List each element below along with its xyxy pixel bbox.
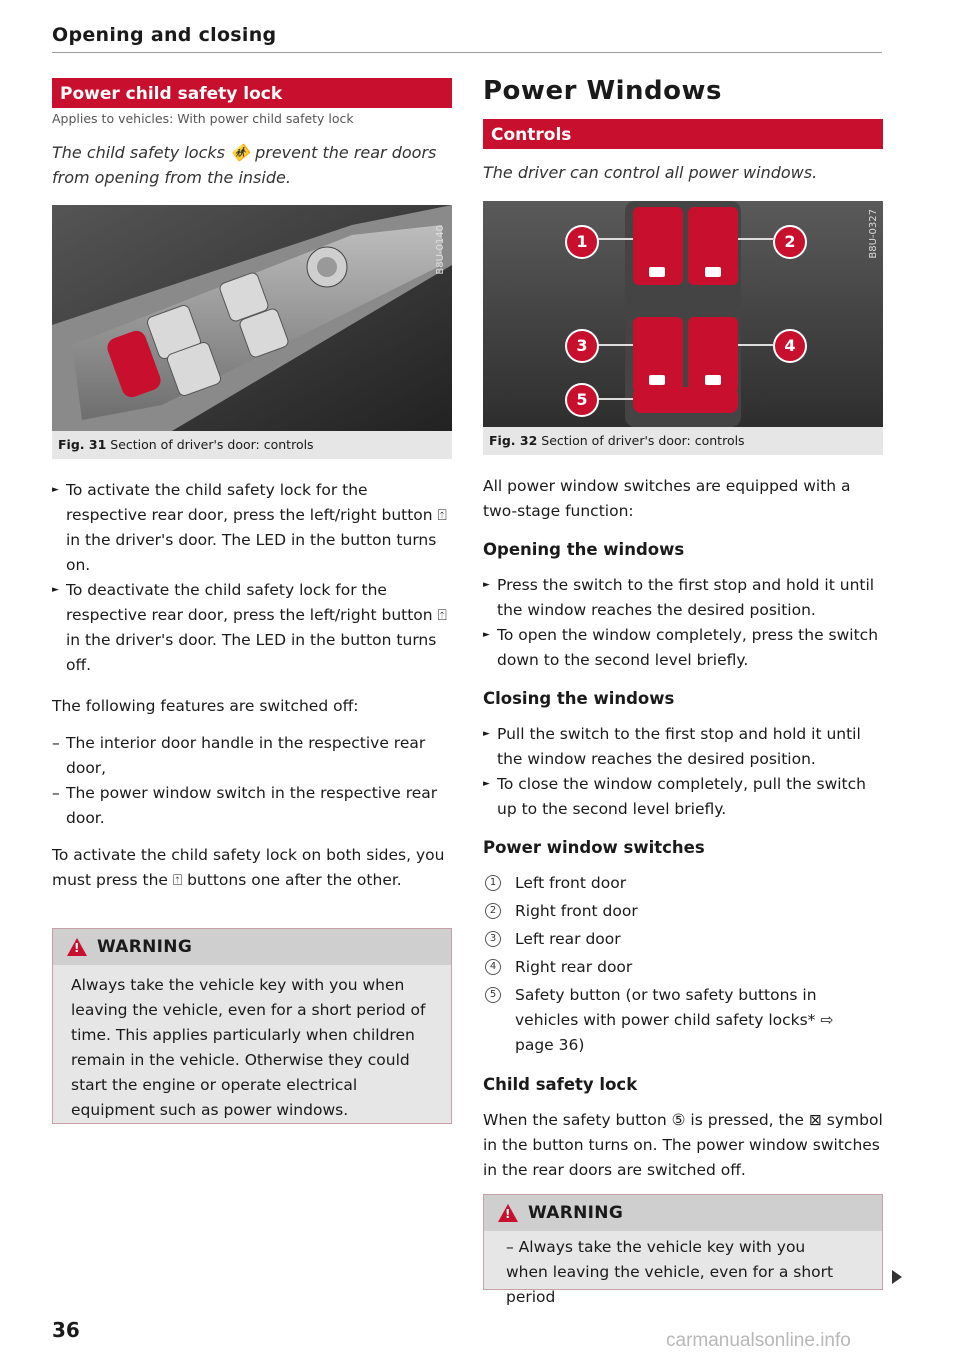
warning-box-right bbox=[483, 1194, 883, 1306]
callout-3: 3 bbox=[565, 329, 599, 363]
figure-31-caption bbox=[52, 431, 452, 459]
child-lock-intro: The child safety locks 🚸 prevent the rear doors from opening from the inside. bbox=[52, 143, 437, 187]
switches-heading: Power window switches bbox=[483, 838, 705, 857]
warning-header-left bbox=[53, 929, 451, 965]
switch-number: 4 bbox=[485, 959, 501, 975]
power-windows-title: Power Windows bbox=[483, 76, 723, 106]
section-title: Opening and closing bbox=[52, 24, 277, 46]
opening-heading: Opening the windows bbox=[483, 540, 685, 559]
callout-2: 2 bbox=[773, 225, 807, 259]
controls-heading: Controls bbox=[483, 119, 883, 149]
child-lock-text: When the safety button ⑤ is pressed, the ⊠ symbol in the button turns on. The power window switches in the rear doors are switched off. bbox=[483, 1111, 883, 1179]
switch-text: Left rear door bbox=[515, 930, 621, 948]
feature-door-handle: – The interior door handle in the respective rear door, bbox=[52, 731, 452, 781]
switch-item bbox=[483, 955, 883, 983]
figure-32-image bbox=[483, 201, 883, 427]
switch-item bbox=[483, 871, 883, 899]
both-sides-text: To activate the child safety lock on both sides, you must press the ⍐ buttons one after the other. bbox=[52, 846, 445, 889]
switches-list bbox=[483, 871, 883, 1058]
switch-number: 2 bbox=[485, 903, 501, 919]
watermark: carmanualsonline.info bbox=[666, 1330, 851, 1351]
figure-31-label: Fig. 31 bbox=[58, 437, 107, 452]
features-intro: The following features are switched off: bbox=[52, 697, 359, 715]
warning-box-left bbox=[52, 928, 452, 1124]
switch-item bbox=[483, 927, 883, 955]
switch-text: Right front door bbox=[515, 902, 638, 920]
switch-text: Safety button (or two safety buttons in vehicles with power child safety locks* ⇨ page 36) bbox=[515, 986, 834, 1054]
warning-text-right: – Always take the vehicle key with you when leaving the vehicle, even for a short period bbox=[506, 1238, 834, 1306]
switch-number: 1 bbox=[485, 875, 501, 891]
switch-item bbox=[483, 983, 845, 1058]
switch-text: Left front door bbox=[515, 874, 627, 892]
activate-instruction: ► To activate the child safety lock for the respective rear door, press the left/right button ⍐ in the driver's door. The LED in the button turns on. bbox=[52, 478, 452, 578]
two-stage-text: All power window switches are equipped with a two-stage function: bbox=[483, 477, 851, 520]
figure-31-caption-text: Section of driver's door: controls bbox=[110, 437, 314, 452]
door-controls-illustration bbox=[52, 205, 452, 431]
figure-32-caption-text: Section of driver's door: controls bbox=[541, 433, 745, 448]
figure-31-code: B8U-0140 bbox=[435, 225, 446, 275]
figure-32-code: B8U-0327 bbox=[868, 209, 879, 259]
open-second-level: ► To open the window completely, press the switch down to the second level briefly. bbox=[483, 623, 883, 673]
continue-arrow-icon bbox=[892, 1270, 902, 1284]
switch-number: 3 bbox=[485, 931, 501, 947]
child-lock-subheading: Child safety lock bbox=[483, 1075, 638, 1094]
warning-header-right bbox=[484, 1195, 882, 1231]
figure-31-image bbox=[52, 205, 452, 431]
warning-title-left: WARNING bbox=[97, 937, 193, 957]
switch-item bbox=[483, 899, 883, 927]
deactivate-instruction: ► To deactivate the child safety lock for the respective rear door, press the left/right button ⍐ in the driver's door. The LED in the button turns off. bbox=[52, 578, 452, 678]
closing-heading: Closing the windows bbox=[483, 689, 675, 708]
page-header bbox=[52, 24, 882, 53]
warning-text-left: Always take the vehicle key with you when leaving the vehicle, even for a short period of time. This applies particularly when children remain in the vehicle. Otherwise they could start the engine or operate electrical equipment such as power windows. bbox=[71, 976, 426, 1119]
switch-text: Right rear door bbox=[515, 958, 633, 976]
warning-triangle-icon bbox=[67, 938, 87, 956]
close-first-stop: ► Pull the switch to the first stop and hold it until the window reaches the desired position. bbox=[483, 722, 883, 772]
window-switches-illustration bbox=[483, 201, 883, 427]
close-second-level: ► To close the window completely, pull the switch up to the second level briefly. bbox=[483, 772, 883, 822]
warning-triangle-icon bbox=[498, 1204, 518, 1222]
controls-intro: The driver can control all power windows. bbox=[483, 163, 818, 182]
open-first-stop: ► Press the switch to the first stop and hold it until the window reaches the desired position. bbox=[483, 573, 883, 623]
page-number: 36 bbox=[52, 1318, 80, 1342]
applies-note: Applies to vehicles: With power child safety lock bbox=[52, 111, 354, 126]
figure-32-label: Fig. 32 bbox=[489, 433, 538, 448]
warning-title-right: WARNING bbox=[528, 1203, 624, 1223]
callout-5: 5 bbox=[565, 383, 599, 417]
child-lock-heading: Power child safety lock bbox=[52, 78, 452, 108]
callout-4: 4 bbox=[773, 329, 807, 363]
switch-number: 5 bbox=[485, 987, 501, 1003]
callout-1: 1 bbox=[565, 225, 599, 259]
figure-32-caption bbox=[483, 427, 883, 455]
feature-window-switch: – The power window switch in the respective rear door. bbox=[52, 781, 452, 831]
